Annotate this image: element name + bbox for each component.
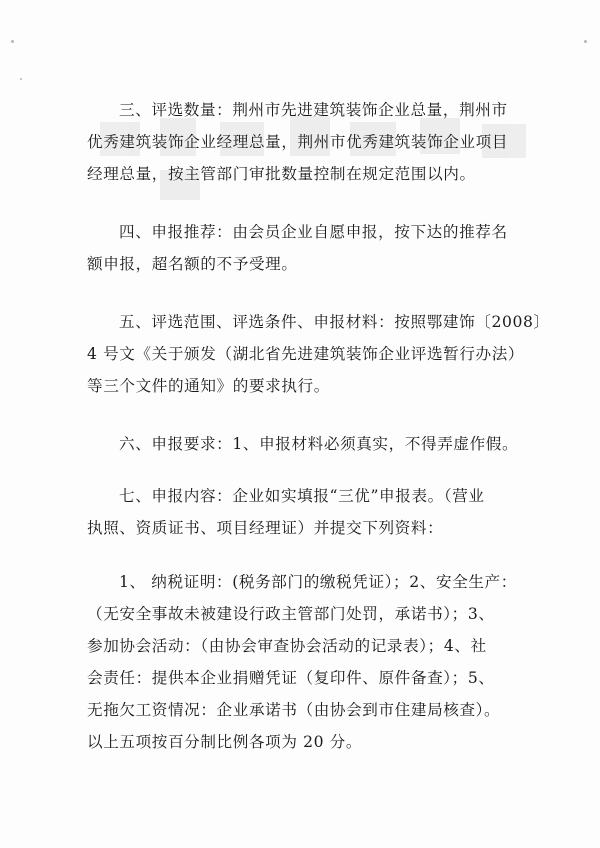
scan-speck [20, 78, 22, 80]
paragraph-line: 参加协会活动：（由协会审查协会活动的记录表）；4、社 [87, 637, 487, 655]
paragraph-line: 七、申报内容：企业如实填报“三优”申报表。（营业 [119, 487, 485, 505]
paragraph-line: 四、申报推荐：由会员企业自愿申报，按下达的推荐名 [119, 223, 508, 241]
paragraph-line: 五、评选范围、评选条件、申报材料：按照鄂建饰〔2008〕 [119, 313, 550, 331]
paragraph-line: 以上五项按百分制比例各项为 20 分。 [87, 733, 363, 751]
paragraph-line: 经理总量，按主管部门审批数量控制在规定范围以内。 [87, 165, 476, 183]
paragraph-line: 三、评选数量：荆州市先进建筑装饰企业总量，荆州市 [119, 101, 508, 119]
paragraph-line: 4 号文《关于颁发（湖北省先进建筑装饰企业评选暂行办法） [87, 345, 525, 363]
paragraph-content [87, 480, 519, 544]
paragraph-requirements [87, 428, 519, 460]
paragraph-line: 无拖欠工资情况：企业承诺书（由协会到市住建局核查）。 [87, 701, 501, 719]
paragraph-line: 1、 纳税证明：(税务部门的缴税凭证）；2、安全生产： [119, 573, 517, 591]
scan-speck [584, 40, 587, 43]
paragraph-line: 六、申报要求：1、申报材料必须真实，不得弄虚作假。 [119, 435, 519, 453]
paragraph-scope-conditions [87, 306, 550, 402]
paragraph-line: （无安全事故未被建设行政主管部门处罚，承诺书）；3、 [87, 605, 495, 623]
paragraph-evaluation-quantity [87, 94, 519, 190]
paragraph-line: 等三个文件的通知》的要求执行。 [87, 377, 330, 395]
paragraph-line: 额申报，超名额的不予受理。 [87, 255, 298, 273]
paragraph-line: 优秀建筑装饰企业经理总量，荆州市优秀建筑装饰企业项目 [87, 133, 509, 151]
paragraph-line: 会责任：提供本企业捐赠凭证（复印件、原件备查）；5、 [87, 669, 495, 687]
paragraph-recommendation [87, 216, 519, 280]
document-body [87, 94, 550, 784]
paragraph-materials-list [87, 566, 519, 758]
paragraph-line: 执照、资质证书、项目经理证）并提交下列资料： [87, 519, 444, 537]
scan-speck [11, 40, 14, 43]
